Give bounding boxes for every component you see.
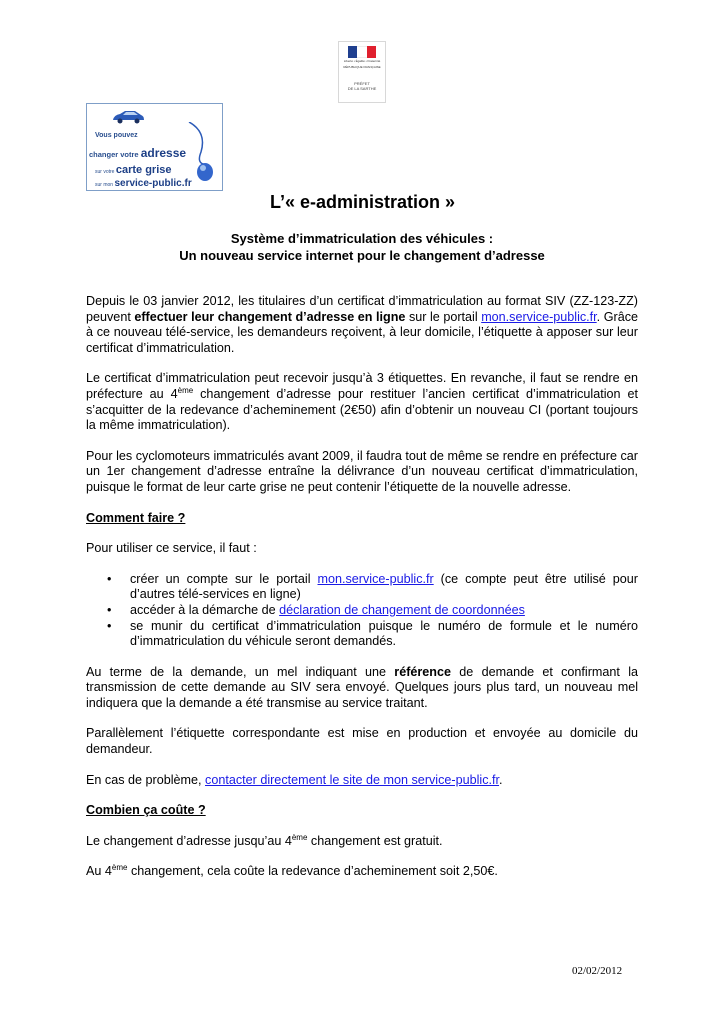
logo-motto: Liberté • Égalité • Fraternité: [343, 59, 381, 63]
car-icon: [111, 110, 145, 124]
paragraph-fee: Au 4ème changement, cela coûte la redevance d’acheminement soit 2,50€.: [86, 863, 498, 879]
paragraph-labels: Le certificat d’immatriculation peut recevoir jusqu’à 3 étiquettes. En revanche, il faut se rendre en préfecture au 4ème changement d’adresse pour restituer l’ancien certificat d’immatriculation et s’acquitter de la redevance d’acheminement (2€50) afin d’obtenir un nouveau CI (portant toujours la même immatriculation).: [86, 371, 638, 433]
promo-line2: changer votre adresse: [89, 146, 187, 160]
promo-line4: sur mon service-public.fr: [95, 178, 192, 189]
prefecture-logo: [338, 41, 386, 103]
paragraph-production: Parallèlement l’étiquette correspondante est mise en production et envoyée au domicile du demandeur.: [86, 726, 638, 757]
paragraph-mopeds: Pour les cyclomoteurs immatriculés avant 2009, il faudra tout de même se rendre en préfecture car un 1er changement d’adresse entraîne la délivrance d’un nouveau certificat d’immatriculation, puisque le format de leur carte grise ne peut contenir l’étiquette de la nouvelle adresse.: [86, 448, 638, 494]
paragraph-intro: Depuis le 03 janvier 2012, les titulaires d’un certificat d’immatriculation au format SIV (ZZ-123-ZZ) peuvent effectuer leur changement d’adresse en ligne sur le portail mon.service-public.fr. Grâce à ce nouveau télé-service, les demandeurs reçoivent, à leur domicile, l’étiquette à apposer sur leur certificat d’immatriculation.: [86, 294, 639, 355]
logo-republic: RÉPUBLIQUE FRANÇAISE: [343, 65, 381, 69]
paragraph-free: Le changement d’adresse jusqu’au 4ème changement est gratuit.: [86, 832, 443, 848]
bold-emphasis: effectuer leur changement d’adresse en ligne: [134, 309, 406, 324]
page-title: L’« e-administration »: [269, 192, 456, 212]
promo-line3: sur votre carte grise: [95, 164, 172, 176]
subtitle: [86, 230, 638, 264]
service-public-link[interactable]: mon.service-public.fr: [317, 571, 434, 586]
logo-prefet-line1: PRÉFET: [354, 81, 370, 86]
service-public-link[interactable]: mon.service-public.fr: [481, 309, 597, 324]
promo-line1: Vous pouvez: [95, 132, 138, 139]
promo-banner: [86, 103, 223, 191]
footer-date: 02/02/2012: [572, 965, 623, 977]
subtitle-line1: Système d’immatriculation des véhicules :: [230, 231, 494, 246]
paragraph-confirmation: Au terme de la demande, un mel indiquant une référence de demande et confirmant la transmission de cette demande au SIV sera envoyé. Quelques jours plus tard, un nouveau mel indiquera que la demande a été transmise au service traitant.: [86, 664, 638, 710]
contact-link[interactable]: contacter directement le site de mon service-public.fr: [205, 772, 500, 787]
mouse-icon: [187, 122, 217, 182]
heading-cost: Combien ça coûte ?: [86, 803, 206, 818]
change-coordinates-link[interactable]: déclaration de changement de coordonnées: [279, 602, 525, 617]
list-item: • créer un compte sur le portail mon.service-public.fr (ce compte peut être utilisé pour d’autres télé-services en ligne): [130, 572, 638, 603]
paragraph-how-intro: Pour utiliser ce service, il faut :: [86, 541, 257, 556]
paragraph-problem: En cas de problème, contacter directement le site de mon service-public.fr.: [86, 772, 503, 787]
french-flag-icon: [348, 46, 376, 58]
list-item: • se munir du certificat d’immatriculation puisque le numéro de formule et le numéro d’immatriculation du véhicule seront demandés.: [130, 619, 638, 650]
heading-how-to: Comment faire ?: [86, 510, 186, 525]
subtitle-line2: Un nouveau service internet pour le changement d’adresse: [179, 248, 545, 263]
list-item: • accéder à la démarche de déclaration de changement de coordonnées: [130, 603, 638, 619]
logo-prefet-line2: DE LA SARTHE: [347, 85, 377, 91]
body-text: [86, 294, 638, 895]
steps-list: [86, 572, 638, 650]
logo-prefet: [339, 82, 385, 91]
